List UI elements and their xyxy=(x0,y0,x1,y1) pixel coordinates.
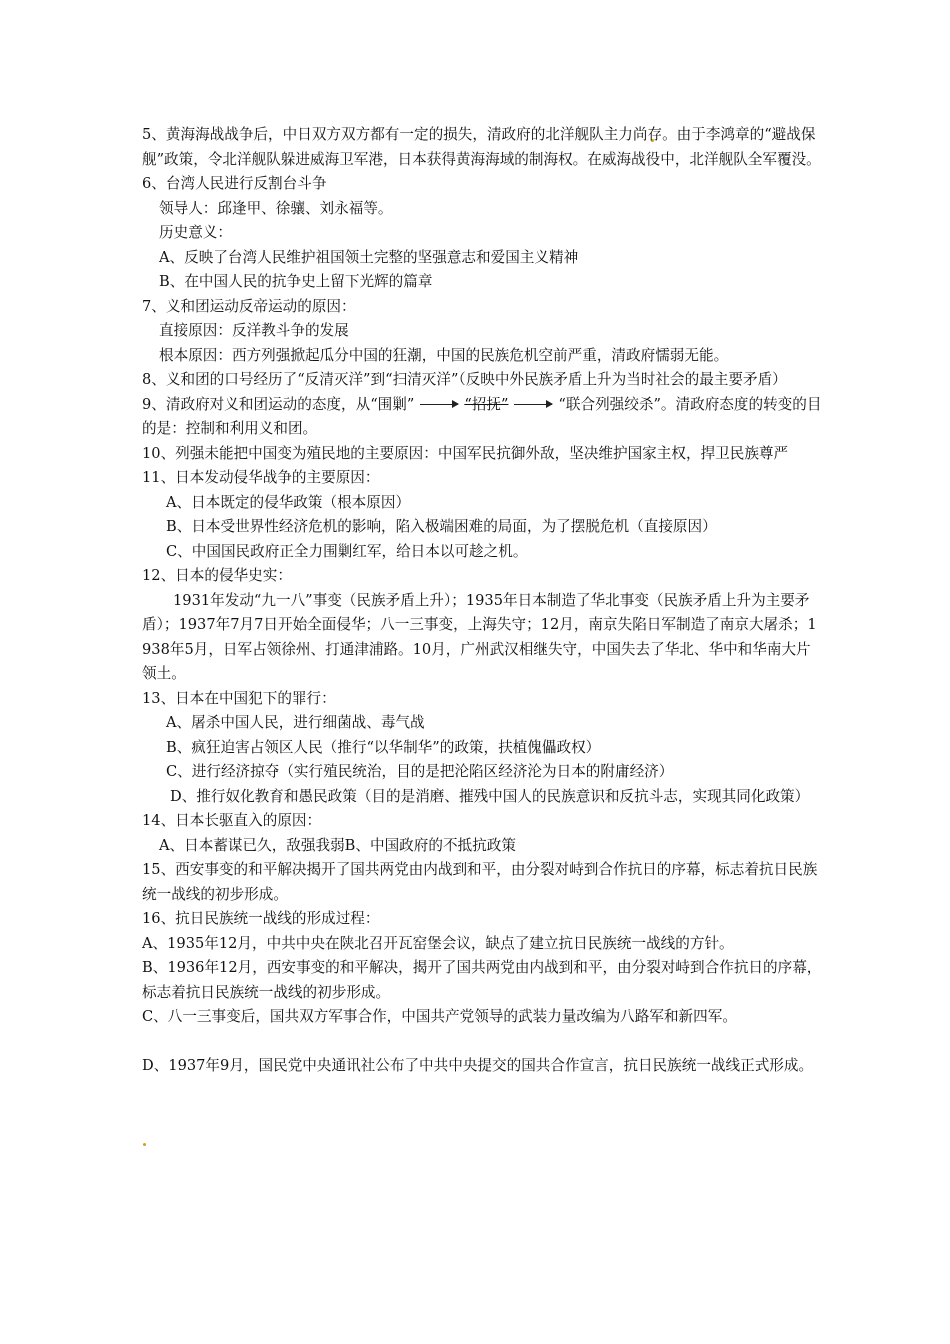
item-10: 10、列强未能把中国变为殖民地的主要原因：中国军民抗御外敌，坚决维护国家主权，捍卫民族尊严 xyxy=(142,444,789,462)
document-body xyxy=(142,123,822,1078)
blank-line xyxy=(142,1030,822,1054)
item-7-direct-cause: 直接原因：反洋教斗争的发展 xyxy=(159,322,349,339)
item-6-point-b: B、在中国人民的抗争史上留下光辉的篇章 xyxy=(159,273,433,290)
item-11-heading: 11、日本发动侵华战争的主要原因： xyxy=(142,469,380,486)
item-13-point-b: B、疯狂迫害占领区人民（推行“以华制华”的政策，扶植傀儡政权） xyxy=(166,738,601,756)
item-12-text: 1931年发动“九一八”事变（民族矛盾上升）；1935年日本制造了华北事变（民族矛盾上升为主要矛盾）；1937年7月7日开始全面侵华；八一三事变，上海失守；12月，南京失陷日军制造了南京大屠杀；1938年5月，日军占领徐州、打通津浦路。10月，广州武汉相继失守，中国失去了华北、华中和华南大片领土。 xyxy=(142,591,817,682)
item-13-point-a: A、屠杀中国人民，进行细菌战、毒气战 xyxy=(166,714,425,731)
item-8: 8、义和团的口号经历了“反清灭洋”到“扫清灭洋”（反映中外民族矛盾上升为当时社会的最主要矛盾） xyxy=(142,371,787,388)
item-16-heading: 16、抗日民族统一战线的形成过程： xyxy=(142,910,380,927)
ink-dot xyxy=(143,1143,146,1146)
arrow-icon xyxy=(514,404,552,405)
item-13-heading: 13、日本在中国犯下的罪行： xyxy=(142,689,336,707)
item-11-point-c: C、中国国民政府正全力围剿红军，给日本以可趁之机。 xyxy=(166,542,528,560)
item-13-point-d-text: D、推行奴化教育和愚民政策（目的是消磨、摧残中国人的民族意识和反抗斗志，实现其同化政策） xyxy=(170,787,810,805)
item-9-part-1: 9、清政府对义和团运动的态度，从“围剿” xyxy=(142,395,415,413)
item-7-heading: 7、义和团运动反帝运动的原因： xyxy=(142,297,356,315)
item-6-point-a: A、反映了台湾人民维护祖国领土完整的坚强意志和爱国主义精神 xyxy=(159,248,579,266)
item-12-heading: 12、日本的侵华史实： xyxy=(142,567,292,584)
item-14-heading: 14、日本长驱直入的原因： xyxy=(142,812,322,829)
item-16-point-c: C、八一三事变后，国共双方军事合作，中国共产党领导的武装力量改编为八路军和新四军。 xyxy=(142,1008,737,1025)
arrow-icon xyxy=(420,404,458,405)
item-6-leaders: 领导人：邱逢甲、徐骧、刘永福等。 xyxy=(159,199,393,217)
item-14-points: A、日本蓄谋已久，敌强我弱B、中国政府的不抵抗政策 xyxy=(159,836,516,854)
item-16-point-d: D、1937年9月，国民党中央通讯社公布了中共中央提交的国共合作宣言，抗日民族统一战线正式形成。 xyxy=(142,1056,814,1074)
item-12-body xyxy=(142,589,822,687)
item-9-part-2: “招抚” xyxy=(464,395,509,413)
item-6-significance-label: 历史意义： xyxy=(159,224,232,241)
item-9-part-3: “联合列强绞杀”。清政府态度的转变的目的是：控制和利用义和团。 xyxy=(142,395,822,437)
item-13-point-c: C、进行经济掠夺（实行殖民统治，目的是把沦陷区经济沦为日本的附庸经济） xyxy=(166,763,674,780)
item-6-heading: 6、台湾人民进行反割台斗争 xyxy=(142,175,327,192)
item-11-point-a: A、日本既定的侵华政策（根本原因） xyxy=(166,493,411,511)
item-15: 15、西安事变的和平解决揭开了国共两党由内战到和平，由分裂对峙到合作抗日的序幕，标志着抗日民族统一战线的初步形成。 xyxy=(142,861,818,903)
item-9 xyxy=(142,393,822,442)
item-13-point-d xyxy=(142,785,822,810)
item-11-point-b: B、日本受世界性经济危机的影响，陷入极端困难的局面，为了摆脱危机（直接原因） xyxy=(166,518,717,535)
item-16-point-b: B、1936年12月，西安事变的和平解决，揭开了国共两党由内战到和平，由分裂对峙到合作抗日的序幕，标志着抗日民族统一战线的初步形成。 xyxy=(142,959,822,1001)
item-5: 5、黄海海战战争后，中日双方双方都有一定的损失，清政府的北洋舰队主力尚存。由于李鸿章的“避战保舰”政策，令北洋舰队躲进威海卫军港，日本获得黄海海域的制海权。在威海战役中，北洋舰队全军覆没。 xyxy=(142,126,821,168)
item-7-root-cause: 根本原因：西方列强掀起瓜分中国的狂潮，中国的民族危机空前严重，清政府懦弱无能。 xyxy=(159,346,729,364)
item-16-point-a: A、1935年12月，中共中央在陕北召开瓦窑堡会议，缺点了建立抗日民族统一战线的方针。 xyxy=(142,934,734,952)
